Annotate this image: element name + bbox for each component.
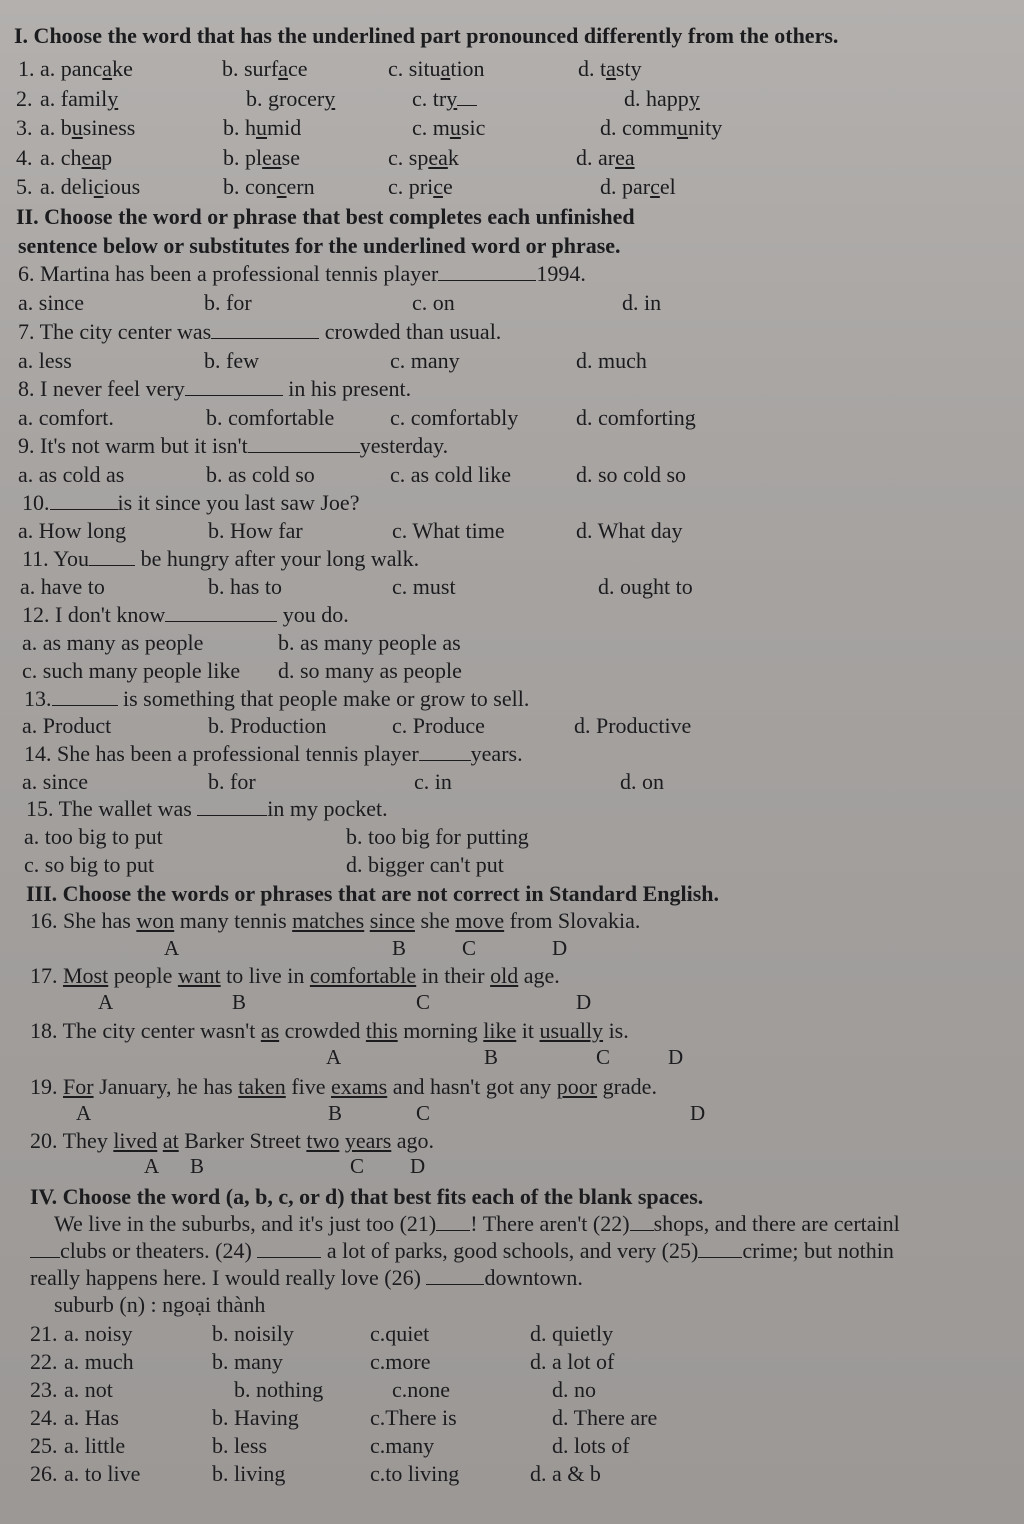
q4-option-d: d. area bbox=[576, 145, 635, 170]
q5-option-a: a. delicious bbox=[40, 174, 141, 199]
question-7: 7. The city center was crowded than usual. bbox=[18, 319, 502, 344]
q5-option-c: c. price bbox=[388, 174, 453, 199]
passage-line-3: really happens here. I would really love (26) downtown. bbox=[30, 1265, 583, 1290]
passage-line-1: We live in the suburbs, and it's just too (21) ! There aren't (22) shops, and there are certainl bbox=[54, 1211, 900, 1236]
question-13: 13. is something that people make or grow to sell. bbox=[24, 686, 530, 711]
question-22: 22. a. much b. many c.more d. a lot of bbox=[30, 1349, 615, 1374]
question-25: 25. a. little b. less c.many d. lots of bbox=[30, 1433, 630, 1458]
worksheet-page: I. Choose the word that has the underlined part pronounced differently from the others. 1. a. pancake b. surface c. situation d. tasty 2. a. family b. grocery c. try d. happy 3. a. business b. humid c. music d. community 4. a. cheap b. please c. speak d. area 5. a. delicious b. concern c. price d. parcel II. Choose the word or phrase that best completes each unfinished sentence below or substitutes for the underlined word or phrase. 6. Martina has been a professional tennis player 1994. a. since b. for c. on d. in 7. The city center was crowded than usual. a. less b. few c. many d. much 8. I never feel very in his present. a. comfort. b. comfortable c. comfortably d. comforting 9. It's not warm but it isn't yesterday. a. as cold as b. as cold so c. as cold like d. so cold so 10. is it since you last saw Joe? a. How long b. How far c. What time d. What day 11. You be hungry after your long walk. a. have to b. has to c. must d. ought to 12. I don't know you do. a. as many as people b. as many people as c. such many people like d. so many as people 13. is something that people make or grow to sell. a. Product b. Production c. Produce d. Productive 14. She has been a professional tennis player years. a. since b. for c. in d. on 15. The wallet was in my pocket. a. too big to put b. too big for putting c. so big to put d. bigger can't put III. Choose the words or phrases that are not correct in Standard English. 16. She has won many tennis matches since she move from Slovakia. A B C D 17. Most people want to live in comfortable in their old age. A B C D 18. The city center wasn't as crowded this morning like it usually is. A B C D 19. For January, he has taken five exams and hasn't got any poor grade. A B C D 20. They lived at Barker Street two years ago. A B C D IV. Choose the word (a, b, c, or d) that best fits each of the blank spaces. We live in the suburbs, and it's just too (21) ! There aren't (22) shops, and there are certainl clubs or theaters. (24) a lot of parks, good schools, and very (25) crime; but nothin really happens here. I would really love (26) downtown. suburb (n) : ngoại thành 21. a. noisy b. noisily c.quiet d. quietly 22. a. much b. many c.more d. a lot of 23. a. not b. nothing c.none d. no 24. a. Has b. Having c.There is d. There are 25. a. little b. less c.many d. lots of 26. a. to live b. living c.to living d. a & b bbox=[0, 0, 1024, 1524]
question-16: 16. She has won many tennis matches since she move from Slovakia. bbox=[30, 908, 641, 933]
question-6: 6. Martina has been a professional tennis player 1994. bbox=[18, 261, 586, 286]
question-15: 15. The wallet was in my pocket. bbox=[26, 796, 388, 821]
question-11: 11. You be hungry after your long walk. bbox=[22, 546, 420, 571]
question-19: 19. For January, he has taken five exams and hasn't got any poor grade. bbox=[30, 1074, 657, 1099]
passage-line-2: clubs or theaters. (24) a lot of parks, good schools, and very (25) crime; but nothin bbox=[30, 1237, 894, 1265]
question-17: 17. Most people want to live in comfortable in their old age. bbox=[30, 963, 560, 988]
question-24: 24. a. Has b. Having c.There is d. There are bbox=[30, 1405, 658, 1430]
q1-option-c: c. situation bbox=[388, 56, 485, 81]
section3-heading: III. Choose the words or phrases that are not correct in Standard English. bbox=[26, 881, 720, 906]
question-20: 20. They lived at Barker Street two years ago. bbox=[30, 1128, 435, 1153]
question-5: 5. a. delicious b. concern c. price d. parcel bbox=[16, 174, 676, 199]
question-21: 21. a. noisy b. noisily c.quiet d. quietly bbox=[30, 1321, 614, 1346]
section4-heading: IV. Choose the word (a, b, c, or d) that best fits each of the blank spaces. bbox=[30, 1184, 704, 1209]
q3-option-d: d. community bbox=[600, 115, 723, 140]
q2-option-a: a. family bbox=[40, 86, 119, 111]
q4-option-c: c. speak bbox=[388, 145, 459, 170]
q2-option-b: b. grocery bbox=[246, 86, 336, 111]
q1-option-d: d. tasty bbox=[578, 56, 642, 81]
question-10: 10. is it since you last saw Joe? bbox=[22, 490, 360, 515]
question-8: 8. I never feel very in his present. bbox=[18, 376, 412, 401]
q3-option-a: a. business bbox=[40, 115, 136, 140]
q1-option-b: b. surface bbox=[222, 56, 308, 81]
q2-option-d: d. happy bbox=[624, 86, 700, 111]
question-3: 3. a. business b. humid c. music d. community bbox=[16, 115, 723, 140]
question-23: 23. a. not b. nothing c.none d. no bbox=[30, 1377, 596, 1402]
q3-option-c: c. music bbox=[412, 115, 486, 140]
question-1: 1. a. pancake b. surface c. situation d. tasty bbox=[18, 56, 642, 81]
question-2: 2. a. family b. grocery c. try d. happy bbox=[16, 86, 700, 111]
q5-option-b: b. concern bbox=[223, 174, 315, 199]
question-26: 26. a. to live b. living c.to living d. a & b bbox=[30, 1461, 601, 1486]
q4-option-a: a. cheap bbox=[40, 145, 113, 170]
q5-option-d: d. parcel bbox=[600, 174, 676, 199]
q2-option-c: c. try bbox=[412, 85, 477, 113]
question-14: 14. She has been a professional tennis player years. bbox=[24, 741, 523, 766]
q4-option-b: b. please bbox=[223, 145, 300, 170]
question-12: 12. I don't know you do. bbox=[22, 602, 349, 627]
question-4: 4. a. cheap b. please c. speak d. area bbox=[16, 145, 635, 170]
section2-heading-line1: II. Choose the word or phrase that best completes each unfinished bbox=[16, 204, 635, 229]
q1-option-a: a. pancake bbox=[40, 56, 133, 81]
q3-option-b: b. humid bbox=[223, 115, 302, 140]
question-18: 18. The city center wasn't as crowded this morning like it usually is. bbox=[30, 1018, 629, 1043]
question-9: 9. It's not warm but it isn't yesterday. bbox=[18, 433, 449, 458]
section1-heading: I. Choose the word that has the underlined part pronounced differently from the others. bbox=[14, 23, 839, 48]
vocab-note: suburb (n) : ngoại thành bbox=[54, 1292, 266, 1317]
section2-heading-line2: sentence below or substitutes for the underlined word or phrase. bbox=[18, 233, 621, 258]
